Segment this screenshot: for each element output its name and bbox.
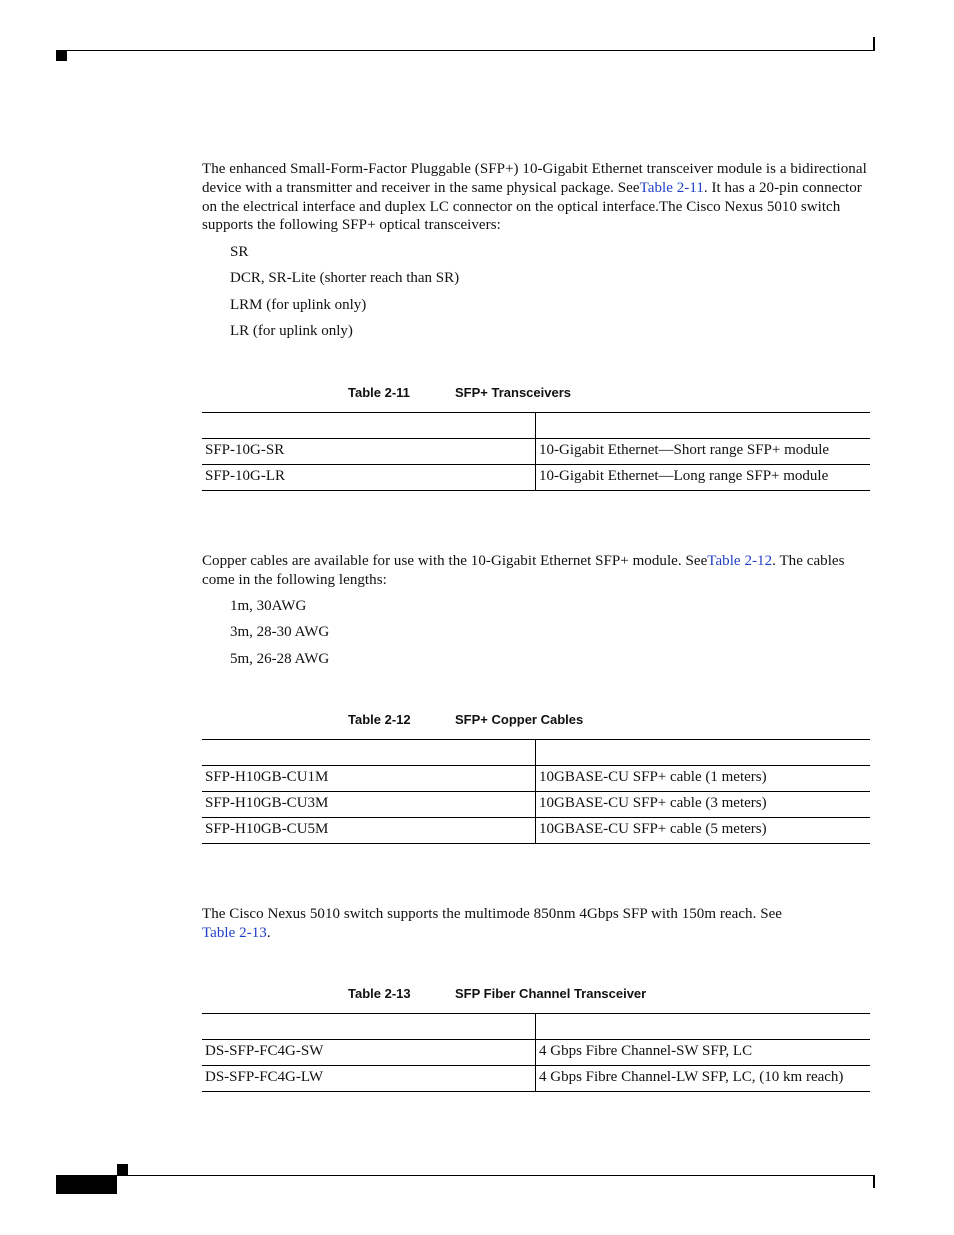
- part-number-cell: DS-SFP-FC4G-SW: [205, 1043, 324, 1059]
- bullet-item: LR (for uplink only): [230, 323, 353, 339]
- header-right-tick: [873, 37, 875, 51]
- bullet-item: SR: [230, 244, 249, 260]
- table-header-row: [202, 412, 870, 439]
- description-cell: 10-Gigabit Ethernet—Long range SFP+ module: [539, 468, 829, 484]
- bullet-item: 1m, 30AWG: [230, 598, 307, 614]
- part-number-cell: SFP-H10GB-CU3M: [205, 795, 329, 811]
- part-number-cell: DS-SFP-FC4G-LW: [205, 1069, 324, 1085]
- table-2-11-link[interactable]: Table 2-11: [639, 179, 704, 196]
- table-2-12-link[interactable]: Table 2-12: [707, 553, 773, 569]
- table-title: SFP+ Copper Cables: [455, 712, 584, 727]
- sfp-intro-paragraph: The enhanced Small-Form-Factor Pluggable (SFP+) 10-Gigabit Ethernet transceiver module is a bidirectional device with a transmitter and receiver in the same physical package. SeeTable 2-11. It has a 20-pin connector on the electrical interface and duplex LC connector on the optical interface.The Cisco Nexus 5010 switch supports the following SFP+ optical transceivers:: [202, 161, 867, 234]
- table-header-row: [202, 1013, 870, 1040]
- footer-right-tick: [873, 1176, 875, 1188]
- description-cell: 10GBASE-CU SFP+ cable (3 meters): [539, 795, 767, 811]
- description-cell: 10GBASE-CU SFP+ cable (5 meters): [539, 821, 767, 837]
- description-cell: 4 Gbps Fibre Channel-LW SFP, LC, (10 km reach): [539, 1069, 844, 1085]
- fiber-channel-paragraph: The Cisco Nexus 5010 switch supports the multimode 850nm 4Gbps SFP with 150m reach. See Table 2-13.: [202, 906, 783, 941]
- footer-page-block: [56, 1176, 117, 1194]
- footer-small-block: [117, 1164, 128, 1175]
- table-number: Table 2-13: [348, 986, 411, 1001]
- sfp-fiber-channel-table: [202, 1013, 870, 1092]
- part-number-cell: SFP-H10GB-CU1M: [205, 769, 329, 785]
- part-number-cell: SFP-10G-SR: [205, 442, 285, 458]
- table-row: [202, 818, 870, 844]
- table-title: SFP Fiber Channel Transceiver: [455, 986, 647, 1001]
- header-corner-block: [56, 51, 67, 61]
- table-number: Table 2-12: [348, 712, 411, 727]
- header-rule: [56, 50, 875, 51]
- table-row: [202, 792, 870, 818]
- description-cell: 4 Gbps Fibre Channel-SW SFP, LC: [539, 1043, 753, 1059]
- sfp-transceivers-table: [202, 412, 870, 491]
- table-header-row: [202, 739, 870, 766]
- table-number: Table 2-11: [348, 385, 410, 400]
- table-row: [202, 465, 870, 491]
- bullet-item: DCR, SR-Lite (shorter reach than SR): [230, 270, 460, 286]
- table-row: [202, 766, 870, 792]
- table-title: SFP+ Transceivers: [455, 385, 571, 400]
- footer-rule: [56, 1175, 875, 1176]
- copper-cables-paragraph: Copper cables are available for use with the 10-Gigabit Ethernet SFP+ module. SeeTable 2-12. The cables come in the following lengths:: [202, 553, 845, 588]
- table-row: [202, 1066, 870, 1092]
- description-cell: 10-Gigabit Ethernet—Short range SFP+ module: [539, 442, 830, 458]
- table-row: [202, 439, 870, 465]
- bullet-item: 5m, 26-28 AWG: [230, 651, 330, 667]
- bullet-item: LRM (for uplink only): [230, 297, 367, 313]
- table-row: [202, 1040, 870, 1066]
- bullet-item: 3m, 28-30 AWG: [230, 624, 330, 640]
- part-number-cell: SFP-H10GB-CU5M: [205, 821, 329, 837]
- part-number-cell: SFP-10G-LR: [205, 468, 286, 484]
- table-2-13-link[interactable]: Table 2-13: [202, 924, 267, 941]
- sfp-copper-cables-table: [202, 739, 870, 844]
- description-cell: 10GBASE-CU SFP+ cable (1 meters): [539, 769, 767, 785]
